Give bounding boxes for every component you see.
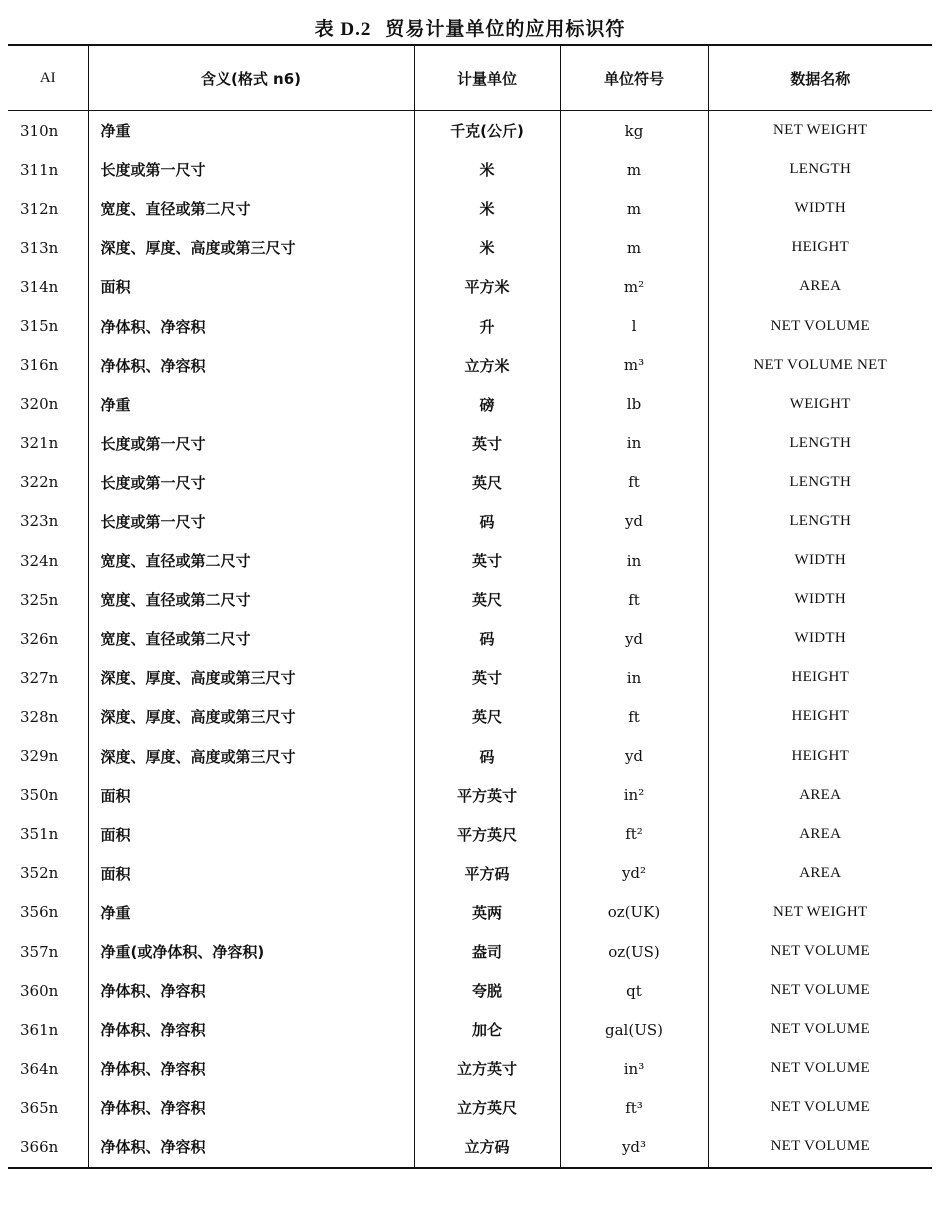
cell-meaning: 净体积、净容积 [88, 971, 414, 1010]
cell-unit: 英尺 [414, 463, 560, 502]
cell-unit: 英尺 [414, 697, 560, 736]
cell-meaning: 面积 [88, 854, 414, 893]
cell-symbol: oz(UK) [560, 893, 708, 932]
cell-ai: 329n [20, 747, 59, 766]
header-data-name: 数据名称 [708, 45, 932, 111]
cell-ai: 366n [8, 1127, 88, 1167]
cell-symbol: yd² [560, 854, 708, 893]
cell-data-name: NET VOLUME [708, 1010, 932, 1049]
cell-data-name: LENGTH [708, 150, 932, 189]
cell-unit: 平方英尺 [414, 815, 560, 854]
cell-symbol: yd [560, 737, 708, 776]
cell-meaning: 净体积、净容积 [88, 1127, 414, 1167]
cell-unit: 平方米 [414, 267, 560, 306]
cell-unit: 磅 [414, 385, 560, 424]
cell-unit: 英寸 [414, 658, 560, 697]
cell-symbol: ft [560, 463, 708, 502]
cell-symbol: ft [560, 697, 708, 736]
cell-data-name: WIDTH [708, 619, 932, 658]
cell-data-name: NET VOLUME [708, 1127, 932, 1167]
cell-data-name: NET VOLUME [708, 932, 932, 971]
cell-ai: 314n [20, 277, 59, 296]
cell-data-name: WIDTH [708, 189, 932, 228]
cell-meaning: 净重 [88, 893, 414, 932]
table-row [8, 502, 932, 541]
cell-symbol: ft³ [560, 1088, 708, 1127]
cell-ai: 350n [20, 786, 59, 805]
cell-ai: 311n [20, 160, 59, 179]
table-caption [0, 14, 940, 41]
ai-unit-table [8, 44, 932, 1169]
cell-meaning: 净体积、净容积 [88, 1049, 414, 1088]
header-meaning: 含义(格式 n6) [88, 45, 414, 111]
header-row [8, 45, 932, 111]
cell-unit: 升 [414, 306, 560, 345]
cell-unit: 平方码 [414, 854, 560, 893]
cell-ai: 322n [20, 473, 59, 492]
cell-data-name: WIDTH [708, 580, 932, 619]
cell-symbol: m [560, 228, 708, 267]
cell-symbol: l [560, 306, 708, 345]
table-row [8, 854, 932, 893]
table-row [8, 189, 932, 228]
cell-meaning: 净体积、净容积 [88, 306, 414, 345]
cell-unit: 立方英寸 [414, 1049, 560, 1088]
cell-ai: 360n [20, 981, 59, 1000]
table-row [8, 150, 932, 189]
cell-ai: 324n [20, 551, 59, 570]
cell-symbol: gal(US) [560, 1010, 708, 1049]
cell-ai: 356n [20, 903, 59, 922]
table-row [8, 1010, 932, 1049]
cell-symbol: in [560, 658, 708, 697]
cell-ai: 326n [20, 629, 59, 648]
cell-ai: 315n [20, 317, 59, 336]
cell-data-name: WEIGHT [708, 385, 932, 424]
cell-data-name: AREA [708, 815, 932, 854]
table-row [8, 385, 932, 424]
cell-symbol: oz(US) [560, 932, 708, 971]
cell-meaning: 宽度、直径或第二尺寸 [88, 619, 414, 658]
cell-data-name: NET VOLUME [708, 1088, 932, 1127]
cell-symbol: m³ [560, 346, 708, 385]
table-row [8, 541, 932, 580]
cell-data-name: AREA [708, 776, 932, 815]
table-row [8, 228, 932, 267]
cell-unit: 立方米 [414, 346, 560, 385]
table-row [8, 267, 932, 306]
table-row [8, 619, 932, 658]
cell-meaning: 面积 [88, 267, 414, 306]
cell-data-name: HEIGHT [708, 228, 932, 267]
table-row [8, 1088, 932, 1127]
table-body [8, 111, 932, 1168]
cell-meaning: 长度或第一尺寸 [88, 424, 414, 463]
cell-meaning: 深度、厚度、高度或第三尺寸 [88, 697, 414, 736]
cell-ai: 323n [20, 512, 59, 531]
cell-ai: 328n [20, 707, 59, 726]
cell-data-name: LENGTH [708, 424, 932, 463]
table-row [8, 424, 932, 463]
table-row [8, 697, 932, 736]
cell-ai: 313n [20, 238, 59, 257]
cell-symbol: ft² [560, 815, 708, 854]
cell-data-name: LENGTH [708, 463, 932, 502]
cell-data-name: HEIGHT [708, 737, 932, 776]
cell-unit: 千克(公斤) [414, 111, 560, 151]
cell-ai: 325n [20, 590, 59, 609]
cell-meaning: 深度、厚度、高度或第三尺寸 [88, 658, 414, 697]
cell-meaning: 面积 [88, 815, 414, 854]
table-row [8, 1049, 932, 1088]
cell-symbol: in [560, 541, 708, 580]
cell-unit: 码 [414, 619, 560, 658]
table-row [8, 971, 932, 1010]
cell-symbol: yd [560, 502, 708, 541]
cell-data-name: NET VOLUME NET [708, 346, 932, 385]
cell-meaning: 宽度、直径或第二尺寸 [88, 541, 414, 580]
cell-meaning: 净体积、净容积 [88, 1088, 414, 1127]
cell-unit: 盎司 [414, 932, 560, 971]
cell-data-name: NET WEIGHT [708, 111, 932, 151]
table-row [8, 580, 932, 619]
cell-ai: 316n [20, 356, 59, 375]
cell-meaning: 深度、厚度、高度或第三尺寸 [88, 228, 414, 267]
cell-ai: 312n [20, 199, 59, 218]
table-row [8, 815, 932, 854]
cell-unit: 英两 [414, 893, 560, 932]
cell-data-name: AREA [708, 267, 932, 306]
cell-ai: 357n [20, 942, 59, 961]
cell-meaning: 宽度、直径或第二尺寸 [88, 580, 414, 619]
cell-unit: 米 [414, 189, 560, 228]
table-row [8, 1127, 932, 1167]
cell-ai: 351n [20, 825, 59, 844]
cell-symbol: m² [560, 267, 708, 306]
cell-symbol: m [560, 150, 708, 189]
cell-data-name: NET VOLUME [708, 1049, 932, 1088]
table-number: 表 D.2 [314, 19, 372, 40]
cell-data-name: WIDTH [708, 541, 932, 580]
header-unit: 计量单位 [414, 45, 560, 111]
table-row [8, 776, 932, 815]
cell-unit: 码 [414, 737, 560, 776]
cell-symbol: lb [560, 385, 708, 424]
cell-unit: 立方码 [414, 1127, 560, 1167]
cell-data-name: NET WEIGHT [708, 893, 932, 932]
cell-symbol: in [560, 424, 708, 463]
table-row [8, 306, 932, 345]
cell-ai: 365n [20, 1098, 59, 1117]
cell-meaning: 净体积、净容积 [88, 1010, 414, 1049]
cell-symbol: qt [560, 971, 708, 1010]
cell-data-name: NET VOLUME [708, 971, 932, 1010]
cell-ai: 320n [20, 395, 59, 414]
cell-meaning: 深度、厚度、高度或第三尺寸 [88, 737, 414, 776]
cell-meaning: 净重 [88, 111, 414, 151]
table-row [8, 658, 932, 697]
cell-symbol: yd³ [560, 1127, 708, 1167]
table-row [8, 463, 932, 502]
cell-meaning: 长度或第一尺寸 [88, 502, 414, 541]
cell-unit: 英尺 [414, 580, 560, 619]
table-row [8, 111, 932, 151]
cell-symbol: yd [560, 619, 708, 658]
cell-ai: 327n [20, 668, 59, 687]
table-header [8, 45, 932, 111]
table-row [8, 737, 932, 776]
cell-data-name: HEIGHT [708, 697, 932, 736]
cell-unit: 夸脱 [414, 971, 560, 1010]
cell-data-name: AREA [708, 854, 932, 893]
cell-unit: 米 [414, 228, 560, 267]
cell-symbol: m [560, 189, 708, 228]
table-row [8, 346, 932, 385]
cell-unit: 米 [414, 150, 560, 189]
cell-data-name: NET VOLUME [708, 306, 932, 345]
cell-meaning: 宽度、直径或第二尺寸 [88, 189, 414, 228]
cell-ai: 321n [20, 434, 59, 453]
cell-meaning: 净体积、净容积 [88, 346, 414, 385]
cell-unit: 码 [414, 502, 560, 541]
cell-symbol: in³ [560, 1049, 708, 1088]
cell-ai: 361n [20, 1020, 59, 1039]
cell-unit: 立方英尺 [414, 1088, 560, 1127]
cell-ai: 364n [20, 1059, 59, 1078]
cell-symbol: in² [560, 776, 708, 815]
cell-unit: 加仑 [414, 1010, 560, 1049]
table-title: 贸易计量单位的应用标识符 [385, 18, 626, 40]
cell-symbol: kg [560, 111, 708, 151]
cell-meaning: 净重 [88, 385, 414, 424]
header-symbol: 单位符号 [560, 45, 708, 111]
cell-data-name: LENGTH [708, 502, 932, 541]
cell-ai: 310n [20, 121, 59, 140]
cell-unit: 英寸 [414, 424, 560, 463]
table-row [8, 893, 932, 932]
cell-data-name: HEIGHT [708, 658, 932, 697]
cell-meaning: 净重(或净体积、净容积) [88, 932, 414, 971]
cell-meaning: 长度或第一尺寸 [88, 150, 414, 189]
cell-meaning: 面积 [88, 776, 414, 815]
cell-symbol: ft [560, 580, 708, 619]
header-ai: AI [8, 45, 88, 111]
table-row [8, 932, 932, 971]
cell-unit: 平方英寸 [414, 776, 560, 815]
cell-unit: 英寸 [414, 541, 560, 580]
cell-meaning: 长度或第一尺寸 [88, 463, 414, 502]
cell-ai: 352n [20, 864, 59, 883]
